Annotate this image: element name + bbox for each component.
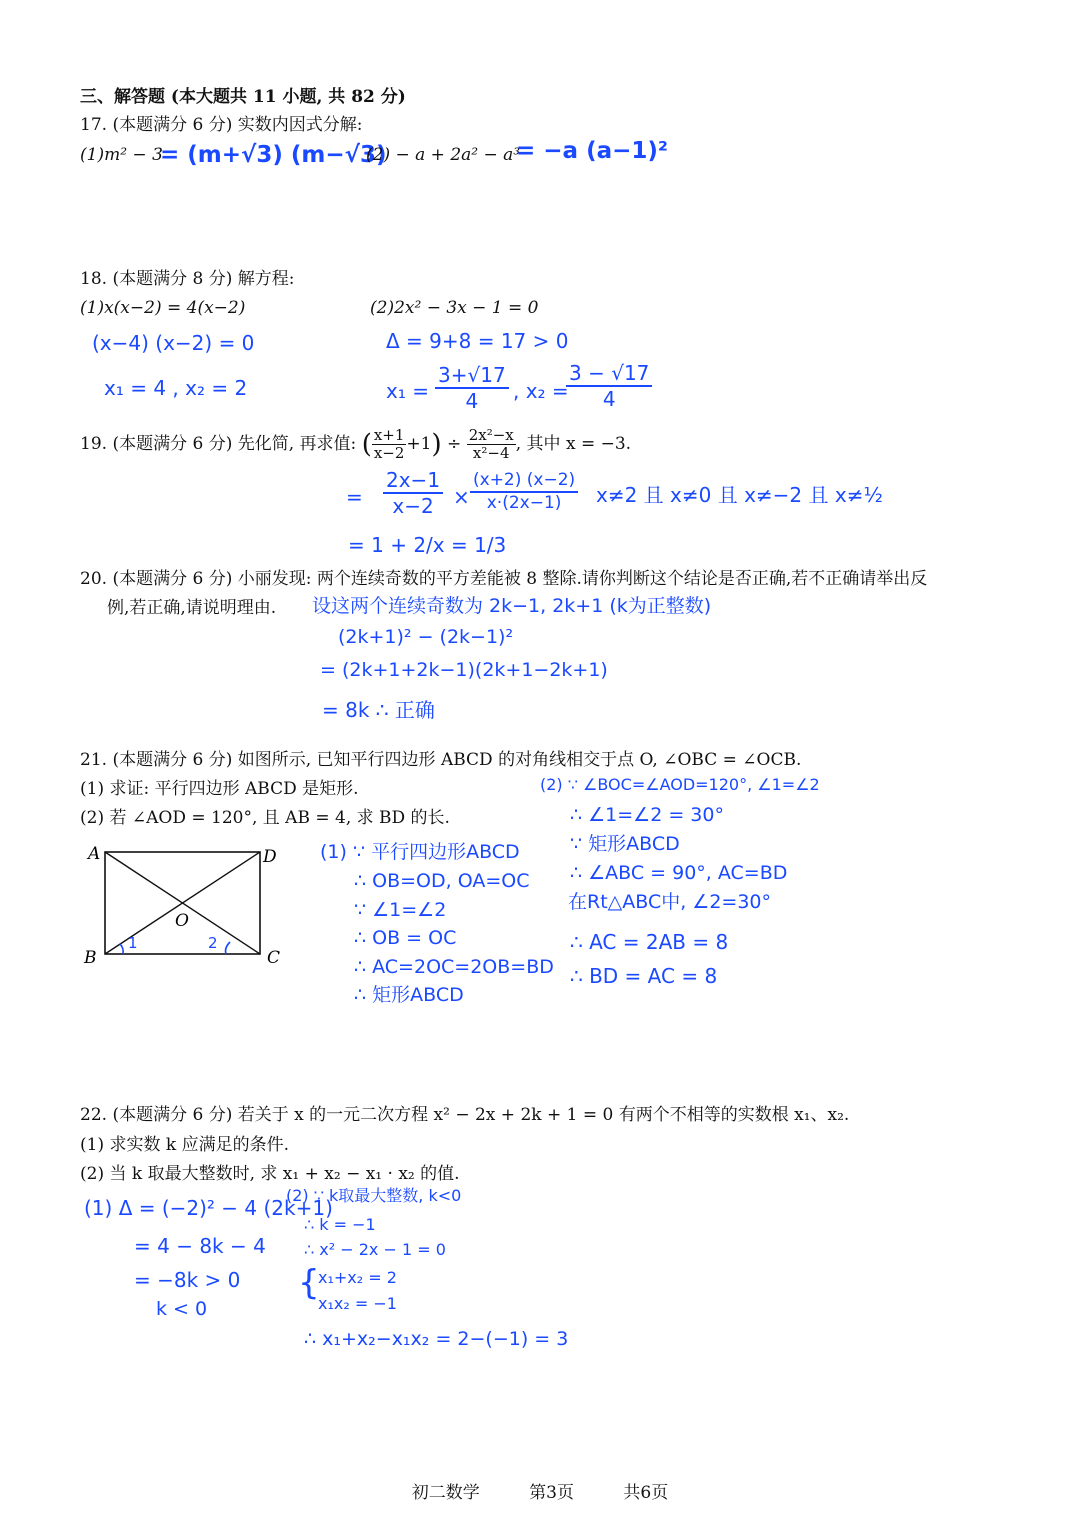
q22-hw2-line2: ∴ k = −1 (304, 1215, 376, 1234)
q19-hw-fraction2 (470, 472, 578, 512)
q21-hw1-line3: ∵ ∠1=∠2 (354, 899, 447, 921)
label-b: B (84, 948, 97, 968)
q18-x2-denominator: 4 (602, 387, 616, 411)
q19-expr-div: ÷ (447, 434, 462, 454)
q21-title: 21. (本题满分 6 分) 如图所示, 已知平行四边形 ABCD 的对角线相交于点 O, ∠OBC = ∠OCB. (80, 750, 802, 770)
q19-f2-den: x²−4 (472, 444, 510, 462)
q18-part2: (2)2x² − 3x − 1 = 0 (370, 298, 539, 318)
q17-part2: (2) − a + 2a² − a³ (366, 145, 521, 165)
q22-hw2-line5: x₁x₂ = −1 (318, 1294, 397, 1313)
footer-page: 第3页 (529, 1483, 574, 1503)
q21-hw1-line1: (1) ∵ 平行四边形ABCD (320, 841, 520, 863)
q21-hw2-line4: ∴ ∠ABC = 90°, AC=BD (570, 862, 788, 884)
q22-hw1-line2: = 4 − 8k − 4 (134, 1234, 266, 1258)
q18-part1: (1)x(x−2) = 4(x−2) (80, 298, 246, 318)
q21-hw2-line1: (2) ∵ ∠BOC=∠AOD=120°, ∠1=∠2 (540, 775, 820, 794)
q20-hw-line1: 设这两个连续奇数为 2k−1, 2k+1 (k为正整数) (312, 595, 712, 617)
footer-total: 共6页 (623, 1483, 669, 1503)
q19-hw-result: = 1 + 2/x = 1/3 (348, 533, 507, 557)
q21-part1: (1) 求证: 平行四边形 ABCD 是矩形. (80, 779, 359, 799)
q21-hw1-line5: ∴ AC=2OC=2OB=BD (354, 956, 554, 978)
q21-hw2-line3: ∵ 矩形ABCD (570, 833, 680, 855)
page-footer (0, 1478, 1080, 1503)
q22-part1: (1) 求实数 k 应满足的条件. (80, 1135, 289, 1155)
q21-figure (80, 840, 310, 970)
q22-hw1-line1: (1) Δ = (−2)² − 4 (2k+1) (84, 1196, 333, 1220)
q22-hw2-line4: x₁+x₂ = 2 (318, 1268, 397, 1287)
q19-hw-equals: = (346, 485, 363, 509)
q21-hw2-line6: ∴ AC = 2AB = 8 (570, 930, 729, 954)
angle-2-arc (226, 942, 231, 954)
label-c: C (267, 948, 281, 968)
q22-hw1-line4: k < 0 (156, 1298, 208, 1320)
label-d: D (263, 847, 277, 867)
q22-part2: (2) 当 k 取最大整数时, 求 x₁ + x₂ − x₁ · x₂ 的值. (80, 1164, 460, 1184)
q19-hw-f2-num: (x+2) (x−2) (470, 472, 578, 493)
q19-hw-fraction1 (383, 470, 443, 516)
q20-line1: 20. (本题满分 6 分) 小丽发现: 两个连续奇数的平方差能被 8 整除.请你判断这个结论是否正确,若不正确请举出反 (80, 569, 928, 589)
q19-title: 19. (本题满分 6 分) 先化简, 再求值: (80, 434, 357, 454)
q17-answer2: = −a (a−1)² (516, 138, 668, 164)
q22-hw2-line1: (2) ∵ k取最大整数, k<0 (286, 1186, 462, 1205)
label-o: O (175, 911, 189, 931)
q19-hw-f1-den: x−2 (392, 494, 434, 518)
q17-answer1: = (m+√3) (m−√3) (160, 142, 387, 168)
q18-x2-fraction (566, 363, 652, 409)
q22-hw2-brace: { (298, 1263, 320, 1303)
q21-hw1-line4: ∴ OB = OC (354, 927, 457, 949)
q17-part1: (1)m² − 3 (80, 145, 163, 165)
label-a: A (88, 844, 101, 864)
q19-tail: , 其中 x = −3. (515, 434, 632, 454)
q19-f1-num: x+1 (373, 426, 405, 444)
q19-hw-times: × (453, 485, 470, 509)
q19-expr-fraction2 (467, 428, 516, 461)
q18-x1-denominator: 4 (465, 389, 479, 413)
q19-title-row: 19. (本题满分 6 分) 先化简, 再求值: ( $\frac{x+1}{x-2}$ +1) ÷ $\frac{\text{2x²−x}}{\text{x²−4}}$ , 其中 x = −3. (80, 426, 632, 462)
q21-part2: (2) 若 ∠AOD = 120°, 且 AB = 4, 求 BD 的长. (80, 808, 450, 828)
q21-hw2-line2: ∴ ∠1=∠2 = 30° (570, 804, 724, 826)
q20-hw-line3: = (2k+1+2k−1)(2k+1−2k+1) (320, 659, 608, 681)
q17-title: 17. (本题满分 6 分) 实数内因式分解: (80, 115, 363, 135)
angle-2-label: 2 (208, 934, 218, 952)
q20-line2: 例,若正确,请说明理由. (107, 598, 277, 618)
q22-hw1-line3: = −8k > 0 (134, 1268, 241, 1292)
q19-expr-fraction1 (372, 428, 407, 461)
q18-title: 18. (本题满分 8 分) 解方程: (80, 269, 295, 289)
q20-hw-line4: = 8k ∴ 正确 (322, 698, 435, 722)
q21-hw1-line6: ∴ 矩形ABCD (354, 984, 464, 1006)
q21-hw1-line2: ∴ OB=OD, OA=OC (354, 870, 530, 892)
q18-work1-line2: x₁ = 4 , x₂ = 2 (104, 376, 248, 400)
q18-x1-label: x₁ = (386, 379, 429, 403)
q20-hw-line2: (2k+1)² − (2k−1)² (338, 626, 514, 648)
q19-f1-den: x−2 (373, 444, 405, 462)
section-header: 三、解答题 (本大题共 11 小题, 共 82 分) (80, 87, 406, 107)
q22-title: 22. (本题满分 6 分) 若关于 x 的一元二次方程 x² − 2x + 2k + 1 = 0 有两个不相等的实数根 x₁、x₂. (80, 1105, 850, 1125)
q18-x1-numerator: 3+√17 (435, 365, 509, 389)
q19-hw-condition: x≠2 且 x≠0 且 x≠−2 且 x≠½ (596, 483, 883, 507)
q19-expr-plus: +1 (406, 434, 432, 454)
q19-hw-f1-num: 2x−1 (383, 470, 443, 494)
q18-work1-line1: (x−4) (x−2) = 0 (92, 331, 255, 355)
angle-1-arc (120, 944, 123, 954)
angle-1-label: 1 (128, 934, 138, 952)
q19-hw-f2-den: x·(2x−1) (486, 493, 562, 513)
q22-hw2-line6: ∴ x₁+x₂−x₁x₂ = 2−(−1) = 3 (304, 1328, 569, 1350)
q21-hw2-line7: ∴ BD = AC = 8 (570, 964, 718, 988)
q18-x2-numerator: 3 − √17 (566, 363, 652, 387)
q19-f2-num: 2x²−x (468, 426, 514, 444)
footer-subject: 初二数学 (411, 1483, 480, 1503)
q21-hw2-line5: 在Rt△ABC中, ∠2=30° (568, 891, 772, 913)
q18-x1-fraction (435, 365, 509, 411)
q22-hw2-line3: ∴ x² − 2x − 1 = 0 (304, 1240, 446, 1259)
q18-work2-line1: Δ = 9+8 = 17 > 0 (386, 329, 569, 353)
q18-x2-label: , x₂ = (513, 379, 569, 403)
